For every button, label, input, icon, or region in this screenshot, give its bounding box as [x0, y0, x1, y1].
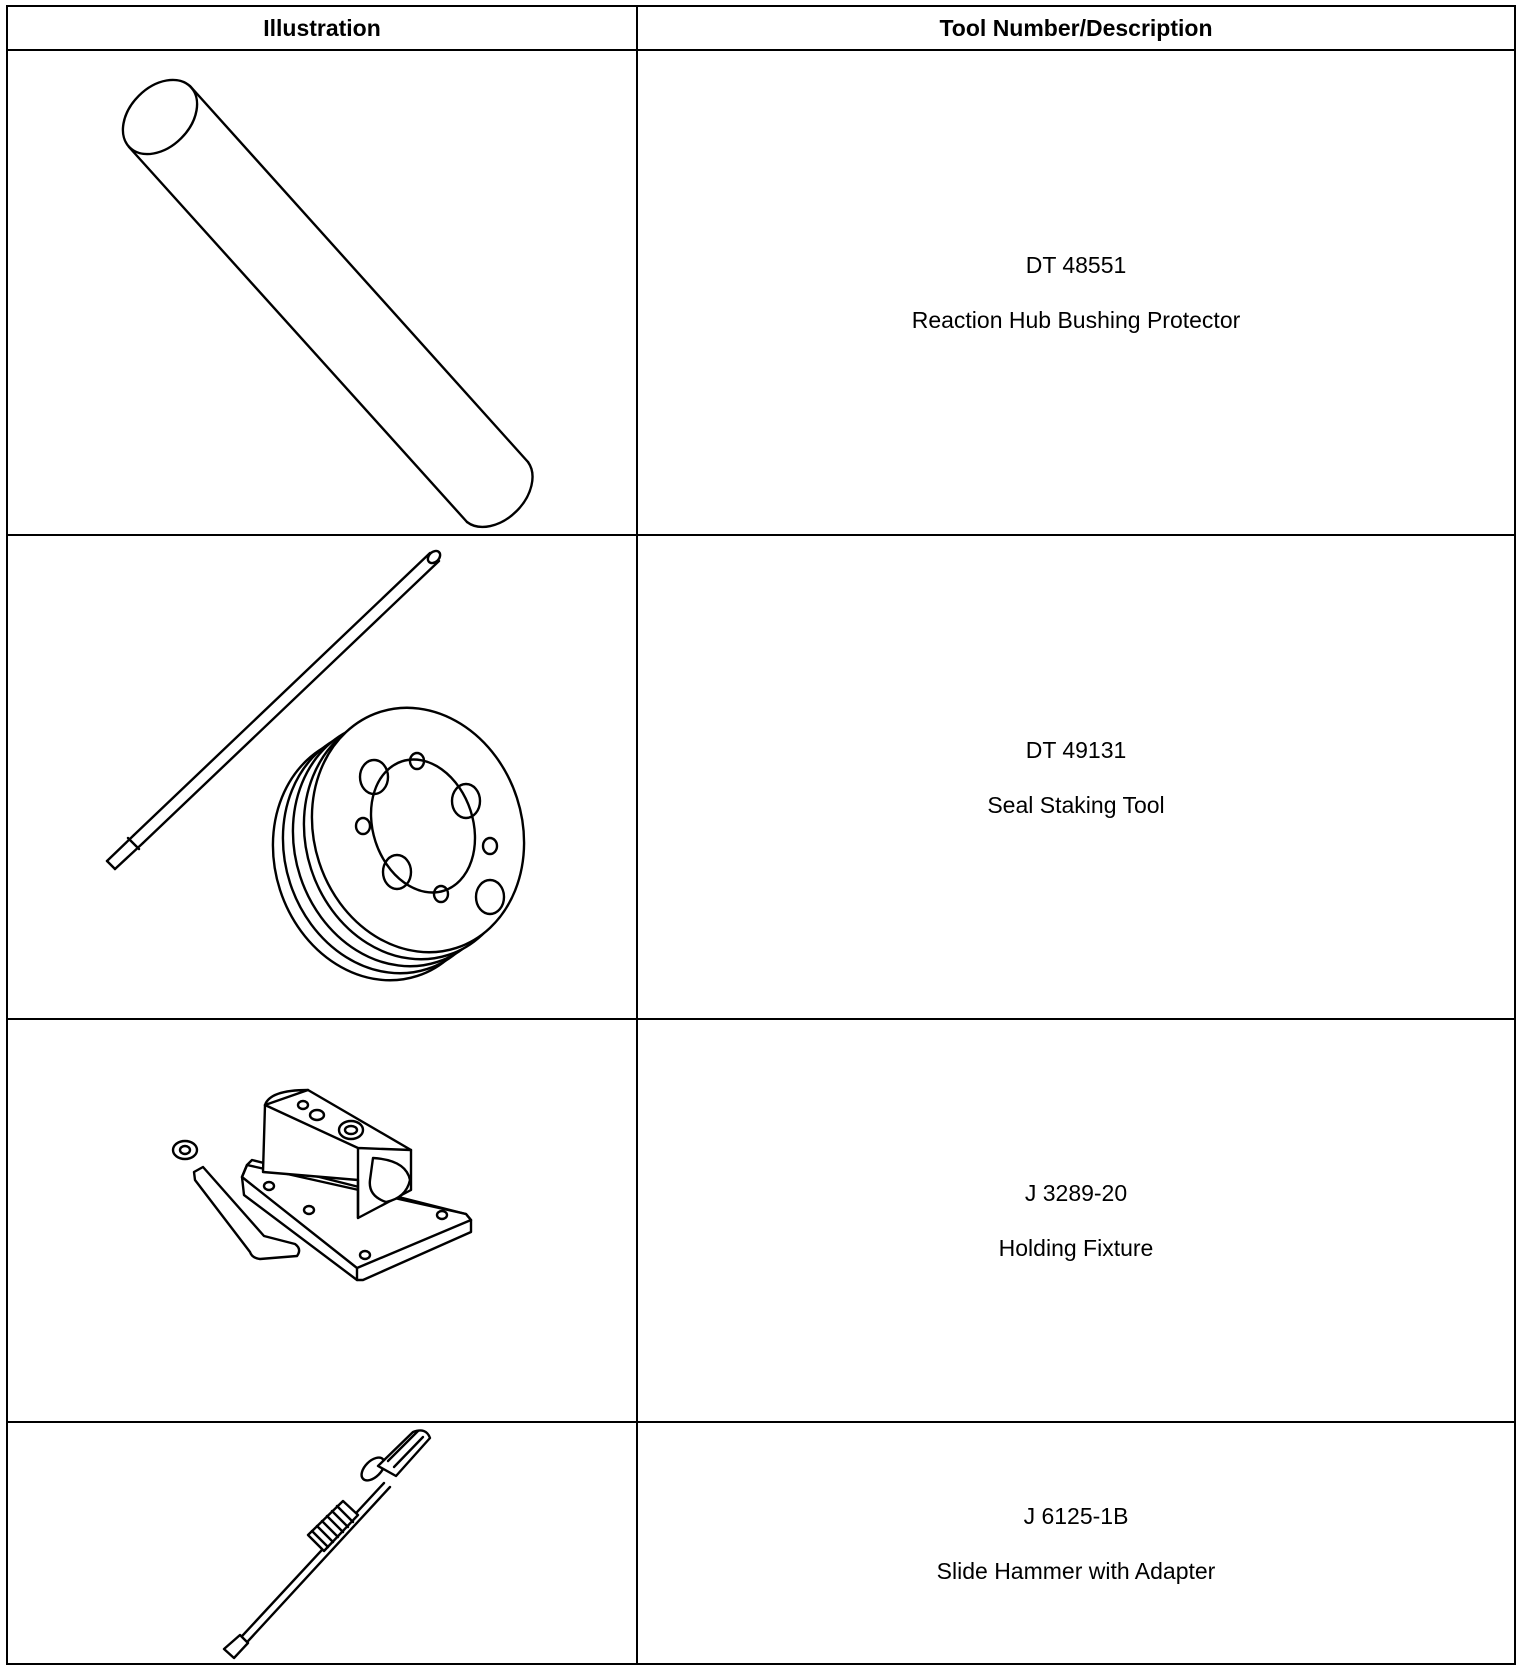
- illustration-cell: [7, 50, 637, 535]
- illustration-cell: [7, 535, 637, 1019]
- table-row: [7, 1422, 1515, 1664]
- tool-description: Slide Hammer with Adapter: [936, 1557, 1216, 1584]
- header-row: [7, 6, 1515, 50]
- tool-info-cell: [637, 50, 1515, 535]
- tool-info-cell: [637, 1422, 1515, 1664]
- special-tools-table: [6, 5, 1516, 1665]
- tool-number: DT 49131: [1025, 736, 1127, 763]
- illustration-cell: [7, 1422, 637, 1664]
- tool-description: Reaction Hub Bushing Protector: [911, 307, 1241, 333]
- tool-number: J 6125-1B: [1023, 1502, 1129, 1529]
- tool-info-cell: [637, 1019, 1515, 1422]
- bushing-protector-illustration: [8, 51, 638, 534]
- illustration-cell: [7, 1019, 637, 1422]
- tool-description: Holding Fixture: [998, 1235, 1154, 1261]
- tool-number: J 3289-20: [1024, 1180, 1128, 1206]
- table-row: [7, 535, 1515, 1019]
- tool-description: Seal Staking Tool: [987, 791, 1165, 818]
- tool-info-cell: [637, 535, 1515, 1019]
- seal-staking-tool-illustration: [8, 536, 638, 1018]
- header-tool-number-description: Tool Number/Description: [637, 6, 1515, 50]
- slide-hammer-illustration: [8, 1423, 638, 1663]
- header-illustration: Illustration: [7, 6, 637, 50]
- tool-number: DT 48551: [1025, 252, 1127, 278]
- holding-fixture-illustration: [8, 1020, 638, 1421]
- table-row: [7, 50, 1515, 535]
- table-row: [7, 1019, 1515, 1422]
